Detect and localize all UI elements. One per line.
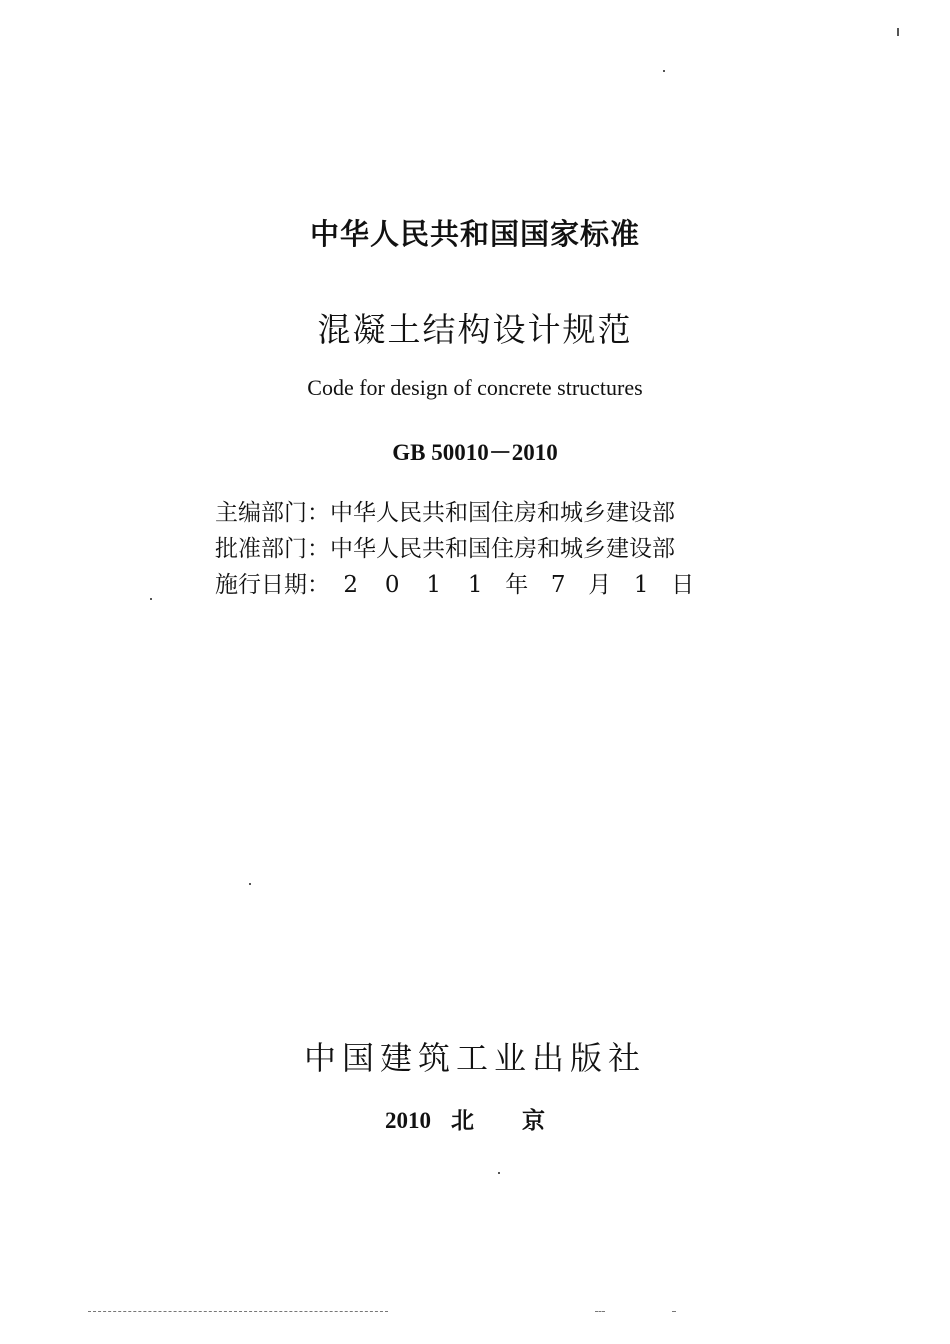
approver-label: 批准部门： [215,536,330,562]
date-char: 2 [343,572,359,598]
approver-row [215,530,675,563]
date-char: 年 [505,572,529,598]
scan-speck [663,70,665,72]
effective-date-label: 施行日期： [215,572,330,598]
publication-city: 北 京 [450,1107,565,1134]
date-char: 1 [426,572,442,598]
date-char: 1 [633,572,649,598]
approver-value: 中华人民共和国住房和城乡建设部 [330,536,675,562]
publication-line [0,1102,950,1135]
scan-speck [498,1172,500,1174]
date-char: 月 [588,572,612,598]
scan-edge-line [672,1311,676,1313]
date-char: 7 [550,572,566,598]
chief-editor-row [215,494,675,527]
effective-date-row [215,566,704,599]
date-char: 日 [671,572,695,598]
scan-speck [897,28,899,36]
scan-edge-line [88,1311,388,1313]
scan-speck [150,598,152,600]
chief-editor-value: 中华人民共和国住房和城乡建设部 [330,500,675,526]
scan-edge-line [595,1311,605,1313]
publisher-name: 中国建筑工业出版社 [303,1039,646,1077]
date-char: 1 [467,572,483,598]
document-title-english: Code for design of concrete structures [307,375,643,400]
publication-year: 2010 [384,1108,431,1133]
effective-date-value [330,566,704,599]
chief-editor-label: 主编部门： [215,500,330,526]
standard-code: GB 50010－2010 [392,440,558,465]
scan-speck [249,883,251,885]
document-title-chinese: 混凝土结构设计规范 [317,310,633,349]
date-char: 0 [384,572,400,598]
standard-series-title: 中华人民共和国国家标准 [309,217,640,251]
